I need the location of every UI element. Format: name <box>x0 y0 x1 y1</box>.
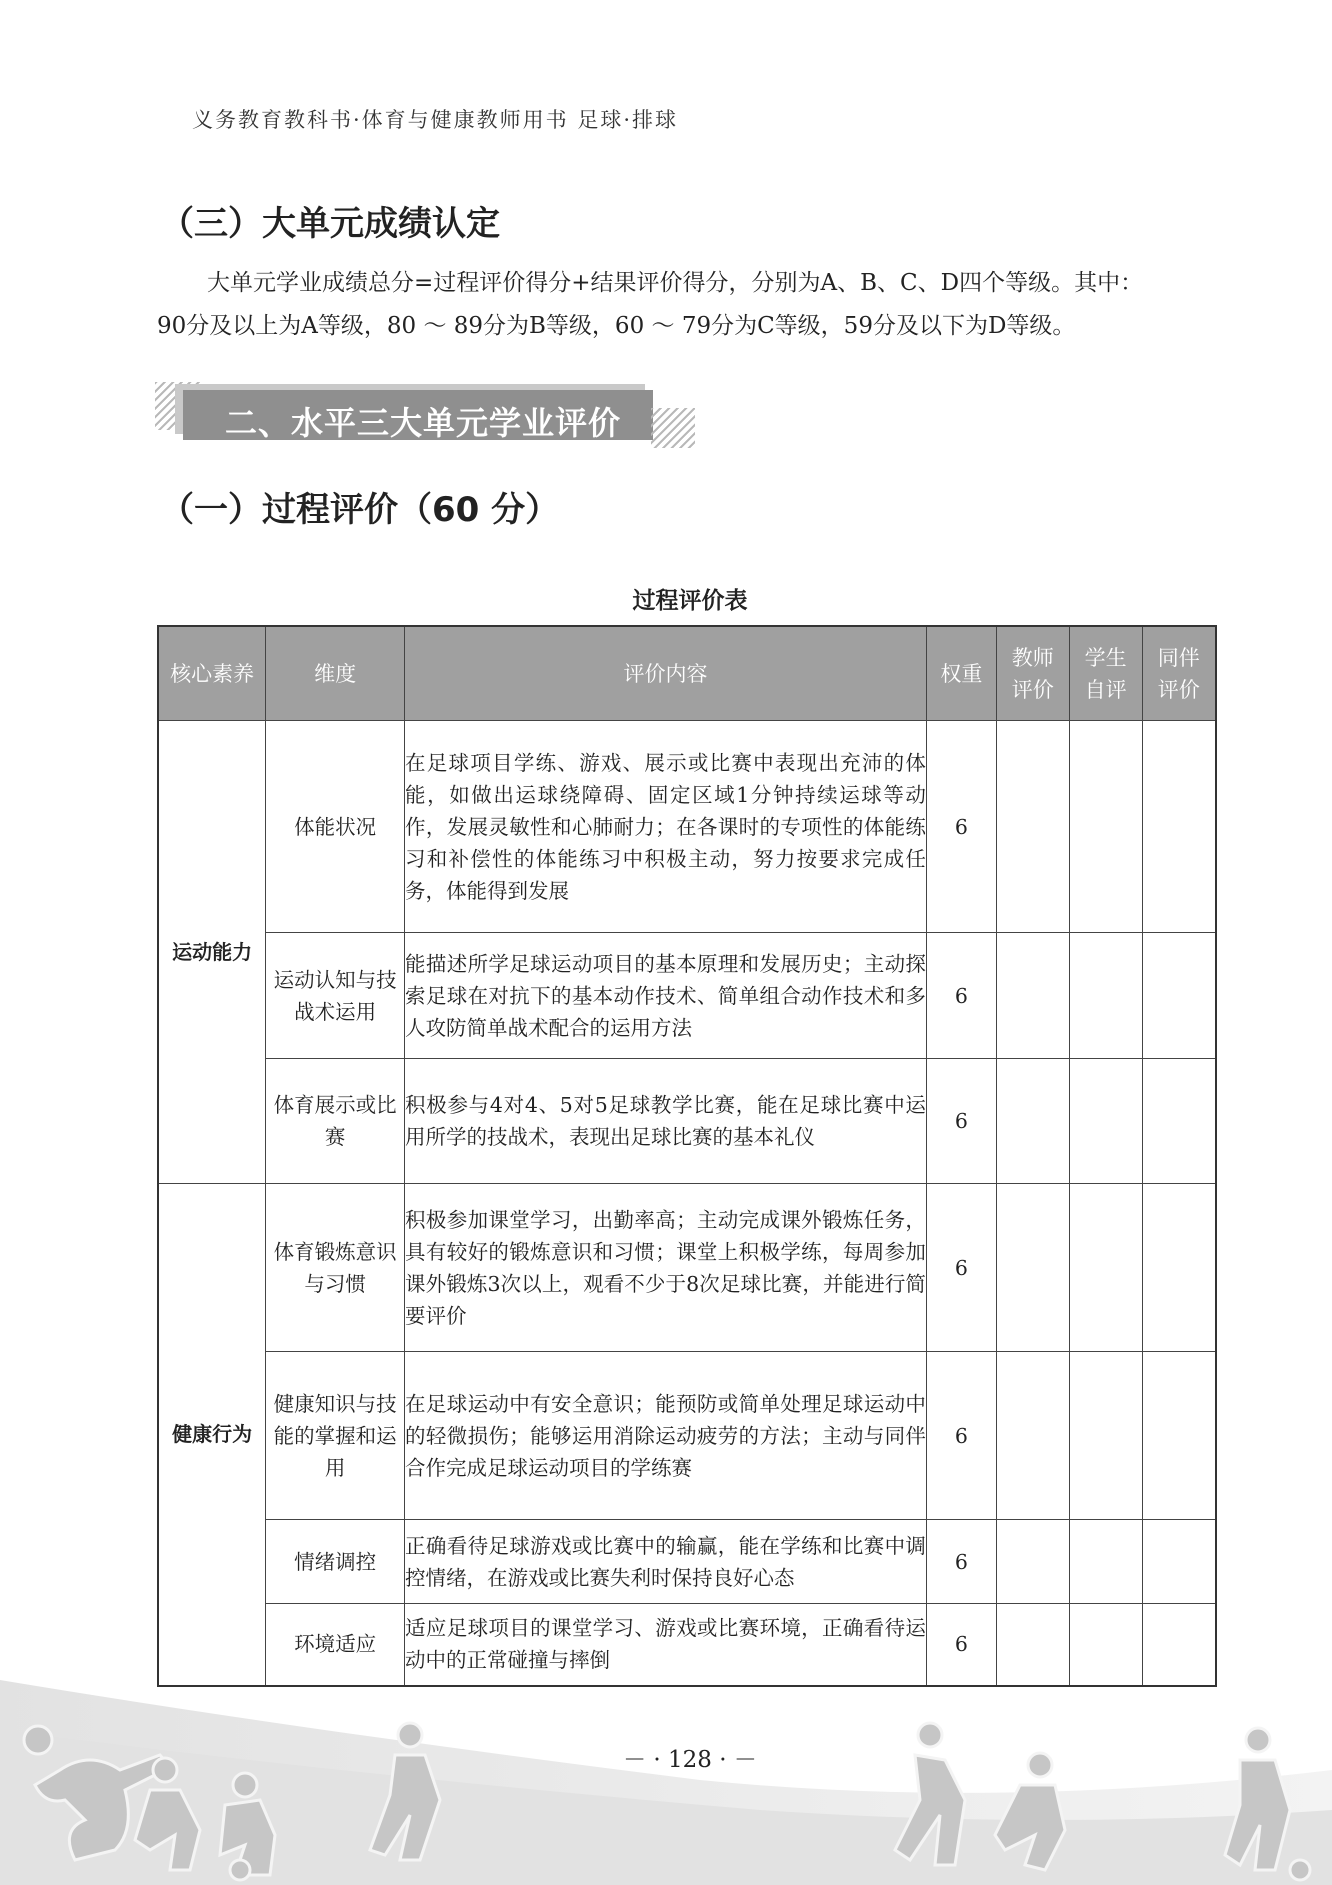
header-teacher-eval <box>996 626 1069 721</box>
teacher-eval-cell[interactable] <box>996 933 1069 1059</box>
header-dimension: 维度 <box>266 626 405 721</box>
weight-cell: 6 <box>926 933 996 1059</box>
subsection-title-process: （一）过程评价（60 分） <box>160 490 560 530</box>
peer-eval-cell[interactable] <box>1142 721 1216 933</box>
dimension-cell: 健康知识与技能的掌握和运用 <box>266 1352 405 1520</box>
grading-paragraph-line-2: 90分及以上为A等级，80 ～ 89分为B等级，60 ～ 79分为C等级，59分及以下为D等级。 <box>157 313 1076 339</box>
dimension-cell: 体育锻炼意识与习惯 <box>266 1184 405 1352</box>
table-row <box>158 933 1216 1059</box>
banner-title: 二、水平三大单元学业评价 <box>225 404 622 442</box>
weight-cell: 6 <box>926 1184 996 1352</box>
peer-eval-cell[interactable] <box>1142 1520 1216 1604</box>
peer-eval-cell[interactable] <box>1142 933 1216 1059</box>
process-evaluation-table <box>157 625 1217 1687</box>
banner-hatch-right <box>651 408 695 448</box>
weight-cell: 6 <box>926 1604 996 1686</box>
dimension-cell: 体能状况 <box>266 721 405 933</box>
header-content: 评价内容 <box>405 626 927 721</box>
peer-eval-cell[interactable] <box>1142 1352 1216 1520</box>
section-title-grading: （三）大单元成绩认定 <box>160 204 500 244</box>
header-weight: 权重 <box>926 626 996 721</box>
header-teacher-eval-line-2: 评价 <box>1011 677 1054 702</box>
header-self-eval <box>1069 626 1142 721</box>
weight-cell: 6 <box>926 1520 996 1604</box>
self-eval-cell[interactable] <box>1069 721 1142 933</box>
dimension-cell: 体育展示或比赛 <box>266 1059 405 1184</box>
teacher-eval-cell[interactable] <box>996 721 1069 933</box>
content-cell: 在足球运动中有安全意识；能预防或简单处理足球运动中的轻微损伤；能够运用消除运动疲劳的方法；主动与同伴合作完成足球运动项目的学练赛 <box>405 1352 927 1520</box>
grading-paragraph-line-1: 大单元学业成绩总分=过程评价得分+结果评价得分，分别为A、B、C、D四个等级。其中： <box>207 270 1144 296</box>
core-cell-motor: 运动能力 <box>158 721 266 1184</box>
page-number: － · 128 · － <box>623 1747 757 1773</box>
content-cell: 积极参加课堂学习，出勤率高；主动完成课外锻炼任务，具有较好的锻炼意识和习惯；课堂上积极学练，每周参加课外锻炼3次以上，观看不少于8次足球比赛，并能进行简要评价 <box>405 1184 927 1352</box>
table-row <box>158 1184 1216 1352</box>
header-peer-eval-line-1: 同伴 <box>1157 645 1200 670</box>
table-row <box>158 1520 1216 1604</box>
self-eval-cell[interactable] <box>1069 1520 1142 1604</box>
header-peer-eval <box>1142 626 1216 721</box>
core-cell-health: 健康行为 <box>158 1184 266 1686</box>
header-self-eval-line-1: 学生 <box>1084 645 1127 670</box>
self-eval-cell[interactable] <box>1069 1184 1142 1352</box>
table-row <box>158 1059 1216 1184</box>
content-cell: 能描述所学足球运动项目的基本原理和发展历史；主动探索足球在对抗下的基本动作技术、简单组合动作技术和多人攻防简单战术配合的运用方法 <box>405 933 927 1059</box>
header-core: 核心素养 <box>158 626 266 721</box>
weight-cell: 6 <box>926 1059 996 1184</box>
content-cell: 在足球项目学练、游戏、展示或比赛中表现出充沛的体能，如做出运球绕障碍、固定区域1分钟持续运球等动作，发展灵敏性和心肺耐力；在各课时的专项性的体能练习和补偿性的体能练习中积极主动，努力按要求完成任务，体能得到发展 <box>405 721 927 933</box>
table-header-row <box>158 626 1216 721</box>
header-teacher-eval-line-1: 教师 <box>1011 645 1054 670</box>
table-row <box>158 1352 1216 1520</box>
content-cell: 适应足球项目的课堂学习、游戏或比赛环境，正确看待运动中的正常碰撞与摔倒 <box>405 1604 927 1686</box>
header-self-eval-line-2: 自评 <box>1084 677 1127 702</box>
teacher-eval-cell[interactable] <box>996 1520 1069 1604</box>
teacher-eval-cell[interactable] <box>996 1184 1069 1352</box>
self-eval-cell[interactable] <box>1069 933 1142 1059</box>
dimension-cell: 情绪调控 <box>266 1520 405 1604</box>
dimension-cell: 运动认知与技战术运用 <box>266 933 405 1059</box>
running-header: 义务教育教科书·体育与健康教师用书 足球·排球 <box>192 108 679 132</box>
table-caption: 过程评价表 <box>632 588 748 614</box>
peer-eval-cell[interactable] <box>1142 1184 1216 1352</box>
content-cell: 正确看待足球游戏或比赛中的输赢，能在学练和比赛中调控情绪，在游戏或比赛失利时保持良好心态 <box>405 1520 927 1604</box>
content-cell: 积极参与4对4、5对5足球教学比赛，能在足球比赛中运用所学的技战术，表现出足球比赛的基本礼仪 <box>405 1059 927 1184</box>
header-peer-eval-line-2: 评价 <box>1157 677 1200 702</box>
teacher-eval-cell[interactable] <box>996 1352 1069 1520</box>
grading-paragraph <box>157 262 1217 348</box>
weight-cell: 6 <box>926 721 996 933</box>
table-row <box>158 721 1216 933</box>
dimension-cell: 环境适应 <box>266 1604 405 1686</box>
weight-cell: 6 <box>926 1352 996 1520</box>
peer-eval-cell[interactable] <box>1142 1059 1216 1184</box>
teacher-eval-cell[interactable] <box>996 1059 1069 1184</box>
self-eval-cell[interactable] <box>1069 1352 1142 1520</box>
section-banner <box>155 376 695 450</box>
self-eval-cell[interactable] <box>1069 1059 1142 1184</box>
